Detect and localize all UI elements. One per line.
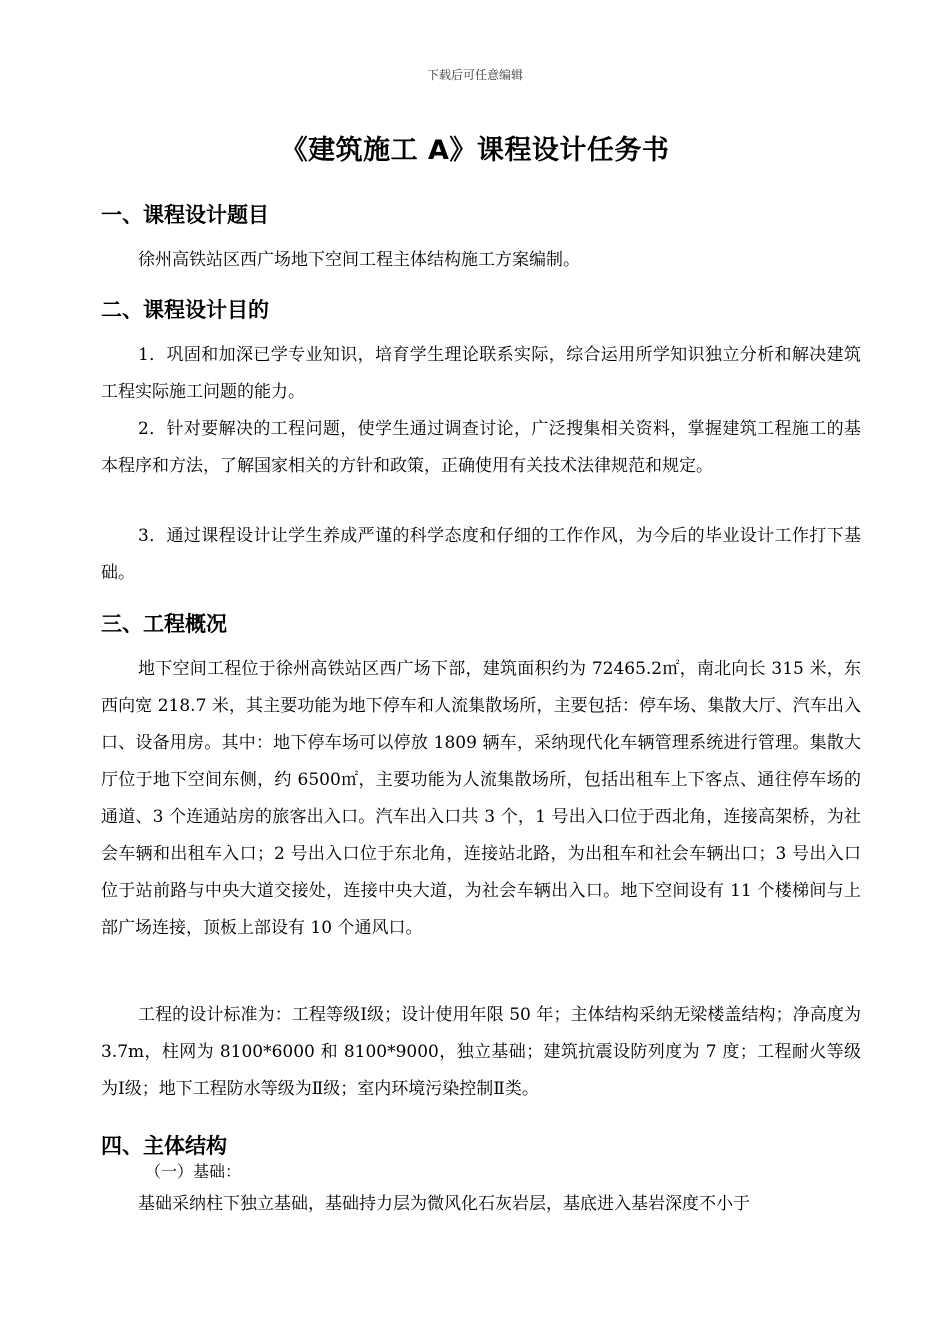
section-2-paragraph-1: 1．巩固和加深已学专业知识，培育学生理论联系实际，综合运用所学知识独立分析和解决建筑工程实际施工问题的能力。 xyxy=(101,345,861,402)
section-2-paragraph-3: 3．通过课程设计让学生养成严谨的科学态度和仔细的工作作风，为今后的毕业设计工作打下基础。 xyxy=(101,526,861,583)
section-3-paragraph-1: 地下空间工程位于徐州高铁站区西广场下部，建筑面积约为 72465.2㎡，南北向长 315 米，东西向宽 218.7 米，其主要功能为地下停车和人流集散场所，主要包括：停车场、集散大厅、汽车出入口、设备用房。其中：地下停车场可以停放 1809 辆车，采纳现代化车辆管理系统进行管理。集散大厅位于地下空间东侧，约 6500㎡，主要功能为人流集散场所，包括出租车上下客点、通往停车场的通道、3 个连通站房的旅客出入口。汽车出入口共 3 个，1 号出入口位于西北角，连接高架桥，为社会车辆和出租车入口；2 号出入口位于东北角，连接站北路，为出租车和社会车辆出口；3 号出入口位于站前路与中央大道交接处，连接中央大道，为社会车辆出入口。地下空间设有 11 个楼梯间与上部广场连接，顶板上部设有 10 个通风口。 xyxy=(101,659,861,938)
section-2-paragraph-2: 2．针对要解决的工程问题，使学生通过调查讨论，广泛搜集相关资料，掌握建筑工程施工的基本程序和方法，了解国家相关的方针和政策，正确使用有关技术法律规范和规定。 xyxy=(101,419,861,476)
section-3-heading: 三、工程概况 xyxy=(101,612,227,636)
section-2-heading: 二、课程设计目的 xyxy=(101,298,269,322)
section-4-heading: 四、主体结构 xyxy=(101,1134,227,1158)
section-1-paragraph: 徐州高铁站区西广场地下空间工程主体结构施工方案编制。 xyxy=(138,250,580,270)
section-3-paragraph-2: 工程的设计标准为：工程等级Ⅰ级；设计使用年限 50 年；主体结构采纳无梁楼盖结构；净高度为 3.7m，柱网为 8100*6000 和 8100*9000，独立基础；建筑抗震设防列度为 7 度；工程耐火等级为Ⅰ级；地下工程防水等级为Ⅱ级；室内环境污染控制Ⅱ类。 xyxy=(101,1005,861,1099)
section-4-subheading-foundation: （一）基础： xyxy=(145,1162,242,1181)
header-note: 下载后可任意编辑 xyxy=(426,68,523,82)
document-title: 《建筑施工 A》课程设计任务书 xyxy=(280,135,670,166)
section-4-paragraph-1: 基础采纳柱下独立基础，基础持力层为微风化石灰岩层，基底进入基岩深度不小于 xyxy=(138,1194,750,1214)
section-1-heading: 一、课程设计题目 xyxy=(101,203,269,227)
